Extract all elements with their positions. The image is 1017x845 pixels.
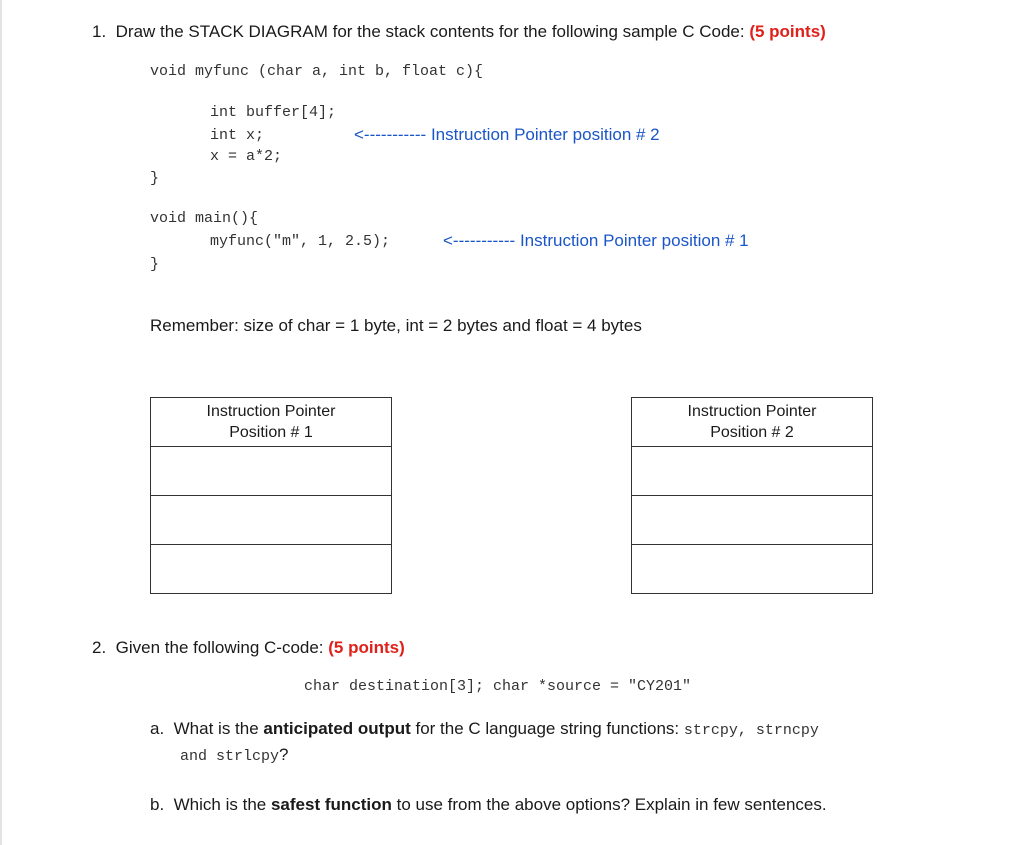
q2a-funcs1: strcpy, strncpy [683,722,819,739]
q2-number: 2. [92,638,107,657]
code-line-buffer: int buffer[4]; [210,104,337,121]
q2-prompt: Given the following C-code: [115,638,324,657]
q2-code: char destination[3]; char *source = "CY201" [304,678,692,695]
q1-heading [92,22,826,42]
ip1-annotation [443,231,749,251]
stack-table-ip2 [631,397,873,594]
stack-table-ip1-header [151,398,392,447]
stack-cell[interactable] [632,496,873,545]
stack-cell[interactable] [151,447,392,496]
q1-points: (5 points) [749,22,826,41]
stack-table-ip2-header-line2: Position # 2 [710,424,794,441]
q1-number: 1. [92,22,107,41]
stack-cell[interactable] [632,545,873,594]
q2a-funcs2: and strlcpy [180,748,280,765]
stack-cell[interactable] [151,545,392,594]
q2b-text2: to use from the above options? Explain in few sentences. [396,795,827,814]
q2a-text1: What is the [173,719,259,738]
q2a-line1 [150,719,819,739]
remember-note: Remember: size of char = 1 byte, int = 2 bytes and float = 4 bytes [150,316,642,335]
code-close-brace-1: } [150,170,160,187]
code-line-assign: x = a*2; [210,148,283,165]
code-close-brace-2: } [150,256,160,273]
ip2-annotation [354,125,660,145]
q2b-letter: b. [150,795,165,814]
code-line-int-x: int x; [210,127,265,144]
code-main-call: myfunc("m", 1, 2.5); [210,233,391,250]
q2-heading [92,638,405,658]
q2b-line [150,795,827,815]
q2a-line2 [180,745,289,765]
q2b-text1: Which is the [173,795,267,814]
stack-table-ip2-header-line1: Instruction Pointer [687,403,817,420]
stack-cell[interactable] [151,496,392,545]
arrow-ip1: <----------- [443,231,516,250]
q2a-bold: anticipated output [263,719,411,738]
code-main-signature: void main(){ [150,210,259,227]
stack-table-ip2-header [632,398,873,447]
q2b-bold: safest function [270,795,392,814]
stack-table-ip1-header-line2: Position # 1 [229,424,313,441]
q2a-qmark: ? [279,745,289,764]
q1-prompt: Draw the STACK DIAGRAM for the stack contents for the following sample C Code: [115,22,745,41]
q2a-text2: for the C language string functions: [415,719,680,738]
page-edge [0,0,2,845]
stack-cell[interactable] [632,447,873,496]
q2a-letter: a. [150,719,165,738]
ip2-label: Instruction Pointer position # 2 [430,125,660,144]
code-func-signature: void myfunc (char a, int b, float c){ [150,63,484,80]
stack-table-ip1-header-line1: Instruction Pointer [206,403,336,420]
stack-table-ip1 [150,397,392,594]
arrow-ip2: <----------- [354,125,427,144]
ip1-label: Instruction Pointer position # 1 [519,231,749,250]
q2-points: (5 points) [328,638,405,657]
